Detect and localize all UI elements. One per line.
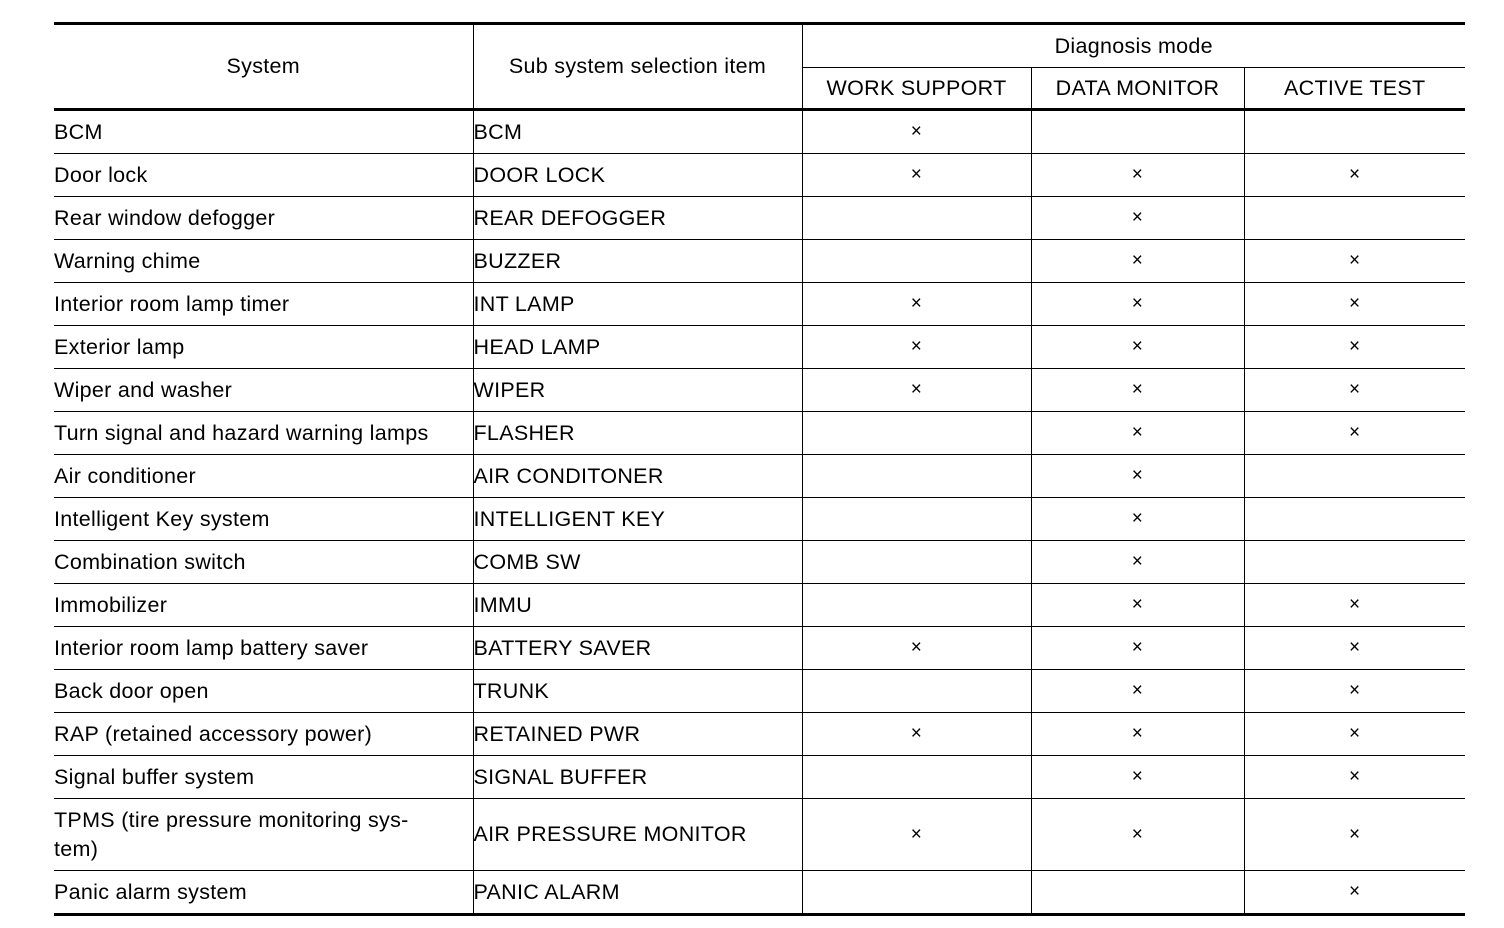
table-row [54,541,1465,584]
data-monitor-mark [1031,871,1244,915]
data-monitor-mark: × [1031,756,1244,799]
active-test-mark: × [1244,369,1465,412]
active-test-mark: × [1244,756,1465,799]
work-support-mark [802,498,1031,541]
system-cell: Immobilizer [54,584,473,627]
data-monitor-mark: × [1031,283,1244,326]
sub-system-cell: BCM [473,110,802,154]
diagnosis-mode-table [54,22,1465,916]
sub-system-cell: FLASHER [473,412,802,455]
work-support-mark: × [802,154,1031,197]
sub-system-cell: INT LAMP [473,283,802,326]
header-data-monitor: DATA MONITOR [1031,68,1244,110]
data-monitor-mark: × [1031,412,1244,455]
system-cell: Interior room lamp battery saver [54,627,473,670]
system-cell-line-2: tem) [54,836,99,861]
data-monitor-mark: × [1031,498,1244,541]
table-row [54,713,1465,756]
data-monitor-mark: × [1031,627,1244,670]
table-row [54,154,1465,197]
data-monitor-mark: × [1031,455,1244,498]
system-cell: Exterior lamp [54,326,473,369]
table-row [54,110,1465,154]
header-work-support: WORK SUPPORT [802,68,1031,110]
sub-system-cell: PANIC ALARM [473,871,802,915]
system-cell: BCM [54,110,473,154]
work-support-mark: × [802,283,1031,326]
system-cell: Signal buffer system [54,756,473,799]
active-test-mark [1244,455,1465,498]
table-row [54,240,1465,283]
active-test-mark [1244,110,1465,154]
sub-system-cell: COMB SW [473,541,802,584]
active-test-mark: × [1244,627,1465,670]
work-support-mark [802,455,1031,498]
system-cell: Rear window defogger [54,197,473,240]
system-cell [54,799,473,871]
table-row [54,584,1465,627]
sub-system-cell: BATTERY SAVER [473,627,802,670]
work-support-mark [802,584,1031,627]
sub-system-cell: IMMU [473,584,802,627]
data-monitor-mark: × [1031,584,1244,627]
data-monitor-mark: × [1031,799,1244,871]
work-support-mark [802,871,1031,915]
data-monitor-mark: × [1031,369,1244,412]
table-row [54,283,1465,326]
header-system: System [54,24,473,110]
work-support-mark: × [802,369,1031,412]
sub-system-cell: DOOR LOCK [473,154,802,197]
active-test-mark: × [1244,240,1465,283]
table-row [54,799,1465,871]
active-test-mark: × [1244,154,1465,197]
sub-system-cell: RETAINED PWR [473,713,802,756]
system-cell: Intelligent Key system [54,498,473,541]
sub-system-cell: AIR PRESSURE MONITOR [473,799,802,871]
header-active-test: ACTIVE TEST [1244,68,1465,110]
system-cell: Air conditioner [54,455,473,498]
data-monitor-mark: × [1031,240,1244,283]
sub-system-cell: SIGNAL BUFFER [473,756,802,799]
active-test-mark: × [1244,670,1465,713]
system-cell: Panic alarm system [54,871,473,915]
data-monitor-mark: × [1031,326,1244,369]
table-row [54,369,1465,412]
system-cell: Interior room lamp timer [54,283,473,326]
table-row [54,197,1465,240]
work-support-mark: × [802,110,1031,154]
work-support-mark [802,756,1031,799]
active-test-mark: × [1244,283,1465,326]
work-support-mark [802,670,1031,713]
data-monitor-mark: × [1031,541,1244,584]
system-cell: RAP (retained accessory power) [54,713,473,756]
sub-system-cell: INTELLIGENT KEY [473,498,802,541]
active-test-mark: × [1244,412,1465,455]
active-test-mark: × [1244,584,1465,627]
system-cell: Back door open [54,670,473,713]
table-row [54,498,1465,541]
data-monitor-mark: × [1031,197,1244,240]
table-row [54,455,1465,498]
sub-system-cell: TRUNK [473,670,802,713]
active-test-mark [1244,498,1465,541]
data-monitor-mark: × [1031,713,1244,756]
header-diagnosis-mode: Diagnosis mode [802,24,1465,68]
table-row [54,871,1465,915]
system-cell: Combination switch [54,541,473,584]
sub-system-cell: BUZZER [473,240,802,283]
sub-system-cell: REAR DEFOGGER [473,197,802,240]
data-monitor-mark [1031,110,1244,154]
system-cell: Wiper and washer [54,369,473,412]
table-row [54,670,1465,713]
active-test-mark: × [1244,871,1465,915]
system-cell: Warning chime [54,240,473,283]
table-row [54,326,1465,369]
system-cell: Turn signal and hazard warning lamps [54,412,473,455]
active-test-mark: × [1244,326,1465,369]
active-test-mark: × [1244,713,1465,756]
work-support-mark: × [802,713,1031,756]
active-test-mark: × [1244,799,1465,871]
work-support-mark: × [802,799,1031,871]
data-monitor-mark: × [1031,154,1244,197]
system-cell: Door lock [54,154,473,197]
system-cell-line-1: TPMS (tire pressure monitoring sys- [54,807,409,832]
work-support-mark [802,197,1031,240]
work-support-mark: × [802,627,1031,670]
header-sub-system: Sub system selection item [473,24,802,110]
work-support-mark [802,412,1031,455]
active-test-mark [1244,197,1465,240]
work-support-mark [802,240,1031,283]
sub-system-cell: WIPER [473,369,802,412]
work-support-mark [802,541,1031,584]
table-row [54,627,1465,670]
table-row [54,412,1465,455]
data-monitor-mark: × [1031,670,1244,713]
sub-system-cell: AIR CONDITONER [473,455,802,498]
table-row [54,756,1465,799]
sub-system-cell: HEAD LAMP [473,326,802,369]
work-support-mark: × [802,326,1031,369]
active-test-mark [1244,541,1465,584]
